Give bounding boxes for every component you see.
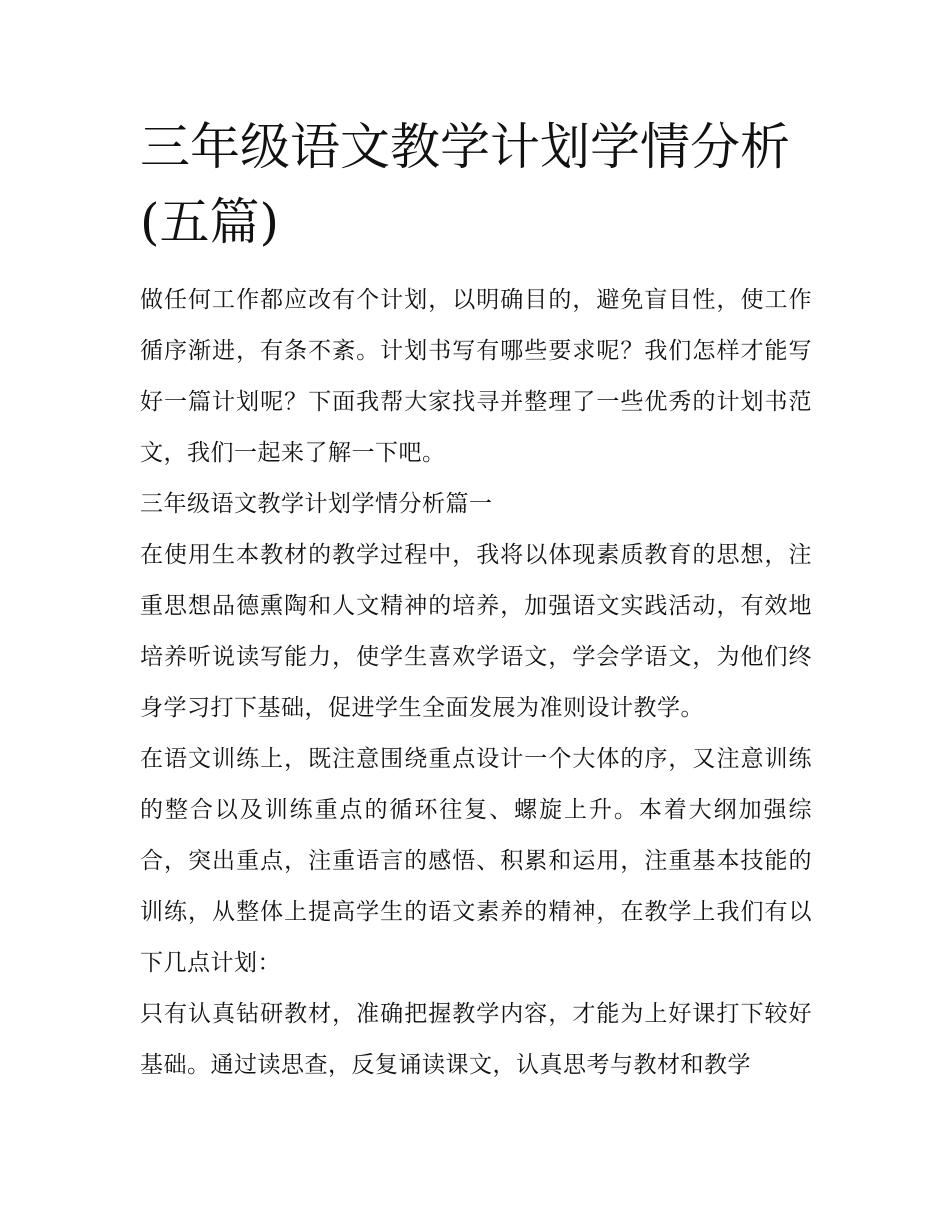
body-paragraph: 只有认真钻研教材，准确把握教学内容，才能为上好课打下较好基础。通过读思查，反复诵读课文，认真思考与教材和教学 — [140, 1001, 812, 1078]
intro-paragraph: 做任何工作都应改有个计划，以明确目的，避免盲目性，使工作循序渐进，有条不紊。计划书写有哪些要求呢？我们怎样才能写好一篇计划呢？下面我帮大家找寻并整理了一些优秀的计划书范文，我们一起来了解一下吧。 — [140, 287, 812, 466]
body-paragraph: 在语文训练上，既注意围绕重点设计一个大体的序，又注意训练的整合以及训练重点的循环往复、螺旋上升。本着大纲加强综合，突出重点，注重语言的感悟、积累和运用，注重基本技能的训练，从整体上提高学生的语文素养的精神，在教学上我们有以下几点计划： — [140, 746, 812, 976]
document-body — [140, 110, 812, 1091]
body-paragraph: 在使用生本教材的教学过程中，我将以体现素质教育的思想，注重思想品德熏陶和人文精神的培养，加强语文实践活动，有效地培养听说读写能力，使学生喜欢学语文，学会学语文，为他们终身学习打下基础，促进学生全面发展为准则设计教学。 — [140, 542, 812, 721]
document-title: 三年级语文教学计划学情分析(五篇) — [140, 118, 790, 251]
section-heading: 三年级语文教学计划学情分析篇一 — [140, 491, 493, 517]
